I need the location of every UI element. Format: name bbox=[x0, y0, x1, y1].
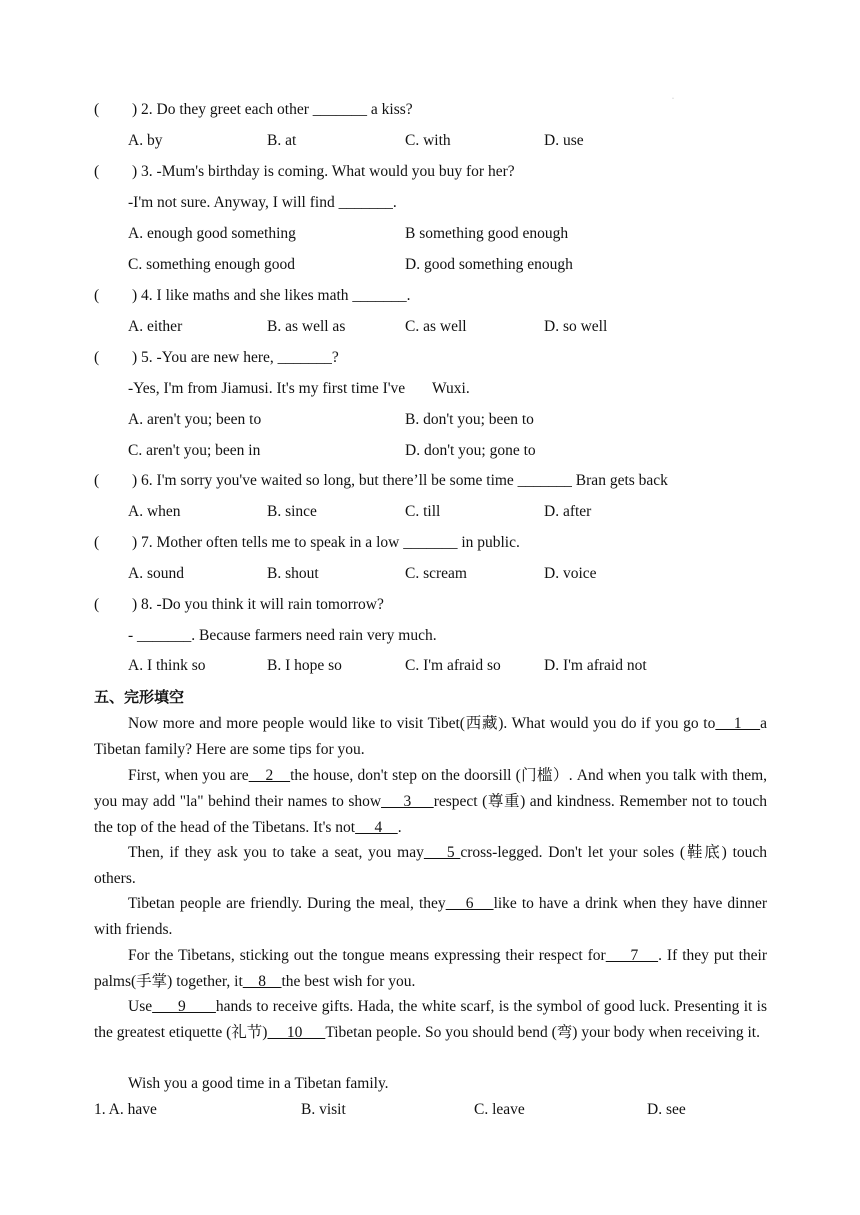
passage-paragraph-5 bbox=[94, 943, 767, 995]
option-a: A. either bbox=[128, 318, 183, 335]
answer-paren[interactable]: ( bbox=[94, 101, 100, 118]
question-7 bbox=[94, 534, 520, 552]
option-b: B. visit bbox=[301, 1101, 346, 1118]
question-6 bbox=[94, 472, 668, 490]
option-b: B. at bbox=[267, 132, 297, 149]
passage-text: . bbox=[397, 818, 402, 836]
option-d: D. so well bbox=[544, 318, 608, 335]
passage-text: First, when you are bbox=[128, 767, 249, 784]
question-text: ) 3. -Mum's birthday is coming. What would you buy for her? bbox=[132, 163, 515, 180]
option-c: C. aren't you; been in bbox=[128, 442, 261, 459]
option-c: C. something enough good bbox=[128, 256, 296, 273]
option-a: A. aren't you; been to bbox=[128, 411, 262, 428]
option-b: B. don't you; been to bbox=[405, 411, 534, 428]
option-b: B. as well as bbox=[267, 318, 346, 335]
passage-paragraph-6 bbox=[94, 994, 767, 1046]
blank-5[interactable]: 5 bbox=[423, 844, 461, 861]
blank-7[interactable]: 7 bbox=[605, 947, 659, 964]
blank-4[interactable]: 4 bbox=[355, 818, 398, 836]
passage-text: . If they put their palms(手掌) together, it bbox=[94, 947, 768, 990]
option-b: B. since bbox=[267, 503, 317, 520]
passage-text: Now more and more people would like to visit Tibet(西藏). What would you do if you go to bbox=[128, 715, 716, 732]
blank-3[interactable]: 3 bbox=[381, 792, 434, 810]
answer-paren[interactable]: ( bbox=[94, 472, 100, 489]
passage-text: like to have a drink when they have dinner with friends. bbox=[94, 895, 767, 938]
blank-10[interactable]: 10 bbox=[267, 1023, 326, 1041]
blank-2[interactable]: 2 bbox=[248, 767, 291, 784]
passage-text: the house, don't step on the doorsill (门槛）. And when you talk with them, you may add "la" behind their names to show bbox=[94, 767, 768, 810]
option-c: C. with bbox=[405, 132, 451, 149]
option-a: A. when bbox=[128, 503, 181, 520]
question-text: ) 7. Mother often tells me to speak in a low _______ in public. bbox=[132, 534, 520, 551]
question-text: ) 6. I'm sorry you've waited so long, but there’ll be some time _______ Bran gets back bbox=[132, 472, 668, 489]
option-b: B. I hope so bbox=[267, 657, 342, 674]
passage-text: hands to receive gifts. Hada, the white scarf, is the symbol of good luck. Presenting it is the greatest etiquette (礼节) bbox=[94, 998, 768, 1041]
passage-text: For the Tibetans, sticking out the tongue means expressing their respect for bbox=[128, 947, 606, 964]
passage-paragraph-4 bbox=[94, 891, 767, 943]
answer-paren[interactable]: ( bbox=[94, 287, 100, 304]
option-a: A. sound bbox=[128, 565, 184, 582]
passage-text: respect (尊重) and kindness. Remember not to touch the top of the head of the Tibetans. It's not bbox=[94, 792, 767, 836]
answer-paren[interactable]: ( bbox=[94, 349, 100, 366]
option-d: D. good something enough bbox=[405, 256, 573, 273]
passage-text: Tibetan people are friendly. During the meal, they bbox=[128, 895, 446, 912]
blank-8[interactable]: 8 bbox=[242, 972, 282, 990]
question-dialog: -Yes, I'm from Jiamusi. It's my first time I've Wuxi. bbox=[128, 380, 470, 397]
option-d: D. don't you; gone to bbox=[405, 442, 536, 459]
option-a: A. by bbox=[128, 132, 163, 149]
option-d: D. I'm afraid not bbox=[544, 657, 647, 674]
answer-paren[interactable]: ( bbox=[94, 534, 100, 551]
option-c: C. I'm afraid so bbox=[405, 657, 501, 674]
option-d: D. after bbox=[544, 503, 592, 520]
passage-text: Tibetan people. So you should bend (弯) your body when receiving it. bbox=[325, 1023, 760, 1041]
question-text: ) 5. -You are new here, _______? bbox=[132, 349, 339, 366]
question-text: ) 4. I like maths and she likes math _______. bbox=[132, 287, 411, 304]
option-b: B. shout bbox=[267, 565, 319, 582]
passage-text: the best wish for you. bbox=[281, 972, 416, 990]
option-c: C. scream bbox=[405, 565, 467, 582]
option-b: B something good enough bbox=[405, 225, 569, 242]
blank-6[interactable]: 6 bbox=[445, 895, 494, 912]
section-title: 五、完形填空 bbox=[94, 688, 185, 706]
question-4 bbox=[94, 287, 411, 305]
passage-text: Then, if they ask you to take a seat, you may bbox=[128, 844, 424, 861]
option-d: D. use bbox=[544, 132, 584, 149]
blank-1[interactable]: 1 bbox=[715, 715, 761, 732]
passage-paragraph-7: Wish you a good time in a Tibetan family. bbox=[128, 1075, 389, 1092]
passage-paragraph-3 bbox=[94, 840, 767, 892]
stray-dot: · bbox=[672, 96, 674, 102]
option-d: D. see bbox=[647, 1101, 686, 1118]
passage-paragraph-2 bbox=[94, 763, 767, 840]
question-text: ) 8. -Do you think it will rain tomorrow? bbox=[132, 596, 384, 613]
question-dialog: - _______. Because farmers need rain very much. bbox=[128, 627, 437, 644]
question-3 bbox=[94, 163, 515, 181]
question-text: ) 2. Do they greet each other _______ a kiss? bbox=[132, 101, 413, 118]
question-2 bbox=[94, 101, 413, 119]
option-a: A. enough good something bbox=[128, 225, 296, 242]
answer-paren[interactable]: ( bbox=[94, 163, 100, 180]
passage-text: a Tibetan family? Here are some tips for you. bbox=[94, 715, 768, 758]
passage-text: cross-legged. Don't let your soles (鞋底) touch others. bbox=[94, 844, 768, 887]
option-a: 1. A. have bbox=[94, 1101, 157, 1118]
passage-paragraph-1 bbox=[94, 711, 767, 763]
question-5 bbox=[94, 349, 339, 367]
option-c: C. till bbox=[405, 503, 441, 520]
passage-text: Use bbox=[128, 998, 153, 1015]
option-d: D. voice bbox=[544, 565, 597, 582]
option-a: A. I think so bbox=[128, 657, 206, 674]
answer-paren[interactable]: ( bbox=[94, 596, 100, 613]
option-c: C. leave bbox=[474, 1101, 525, 1118]
question-8 bbox=[94, 596, 384, 614]
question-dialog: -I'm not sure. Anyway, I will find _______. bbox=[128, 194, 397, 211]
blank-9[interactable]: 9 bbox=[152, 998, 216, 1015]
option-c: C. as well bbox=[405, 318, 467, 335]
